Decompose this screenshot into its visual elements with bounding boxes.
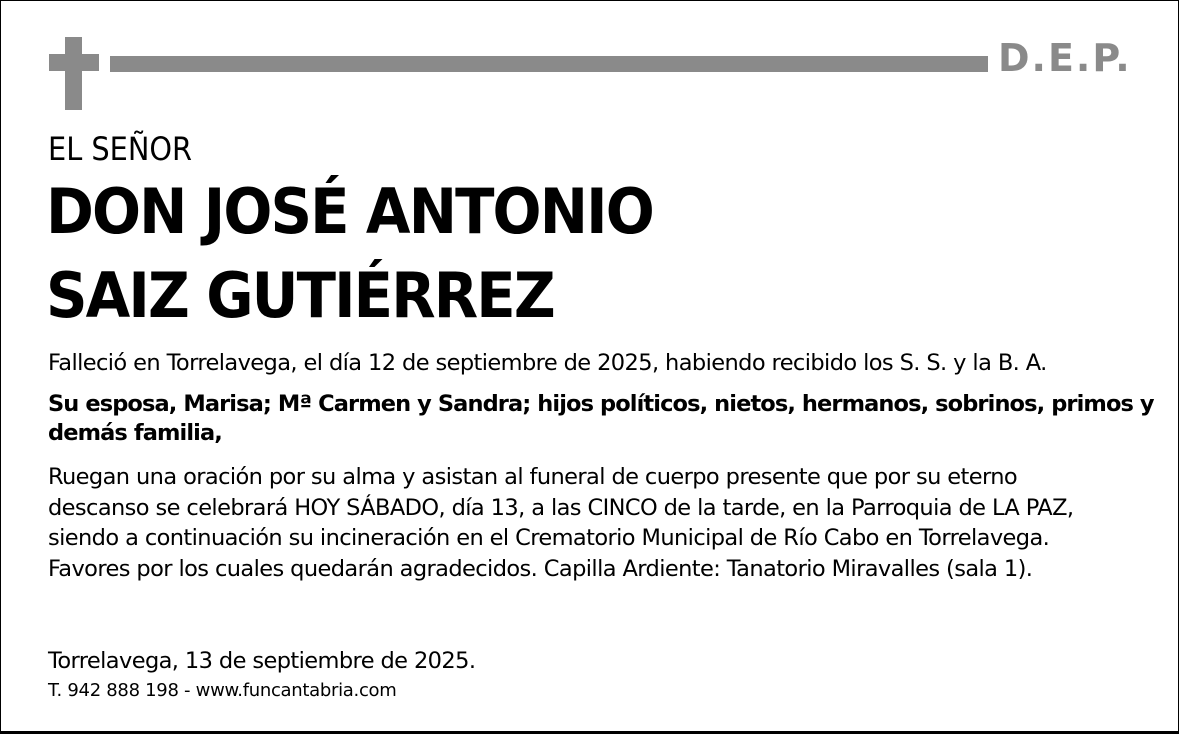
deceased-name-line1: DON JOSÉ ANTONIO xyxy=(46,175,653,248)
contact-info: T. 942 888 198 - www.funcantabria.com xyxy=(48,680,397,701)
cross-icon xyxy=(65,37,82,110)
death-statement: Falleció en Torrelavega, el día 12 de septiembre de 2025, habiendo recibido los S. S. y la B. A. xyxy=(48,350,1047,376)
funeral-details: Ruegan una oración por su alma y asistan al funeral de cuerpo presente que por su eterno descanso se celebrará HOY SÁBADO, día 13, a las CINCO de la tarde, en la Parroquia de LA PAZ, siendo a continuación su incineración en el Crematorio Municipal de Río Cabo en Torrelavega. Favores por los cuales quedarán agradecidos. Capilla Ardiente: Tanatorio Miravalles (sala 1). xyxy=(48,464,1074,582)
cross-icon-bar xyxy=(49,54,99,71)
title-prefix: EL SEÑOR xyxy=(48,130,193,168)
family-list: Su esposa, Marisa; Mª Carmen y Sandra; hijos políticos, nietos, hermanos, sobrinos, primos y demás familia, xyxy=(48,391,1154,446)
place-date: Torrelavega, 13 de septiembre de 2025. xyxy=(48,648,476,674)
deceased-name-line2: SAIZ GUTIÉRREZ xyxy=(46,259,554,332)
header-rule xyxy=(110,56,988,72)
dep-label: D.E.P. xyxy=(998,36,1132,80)
